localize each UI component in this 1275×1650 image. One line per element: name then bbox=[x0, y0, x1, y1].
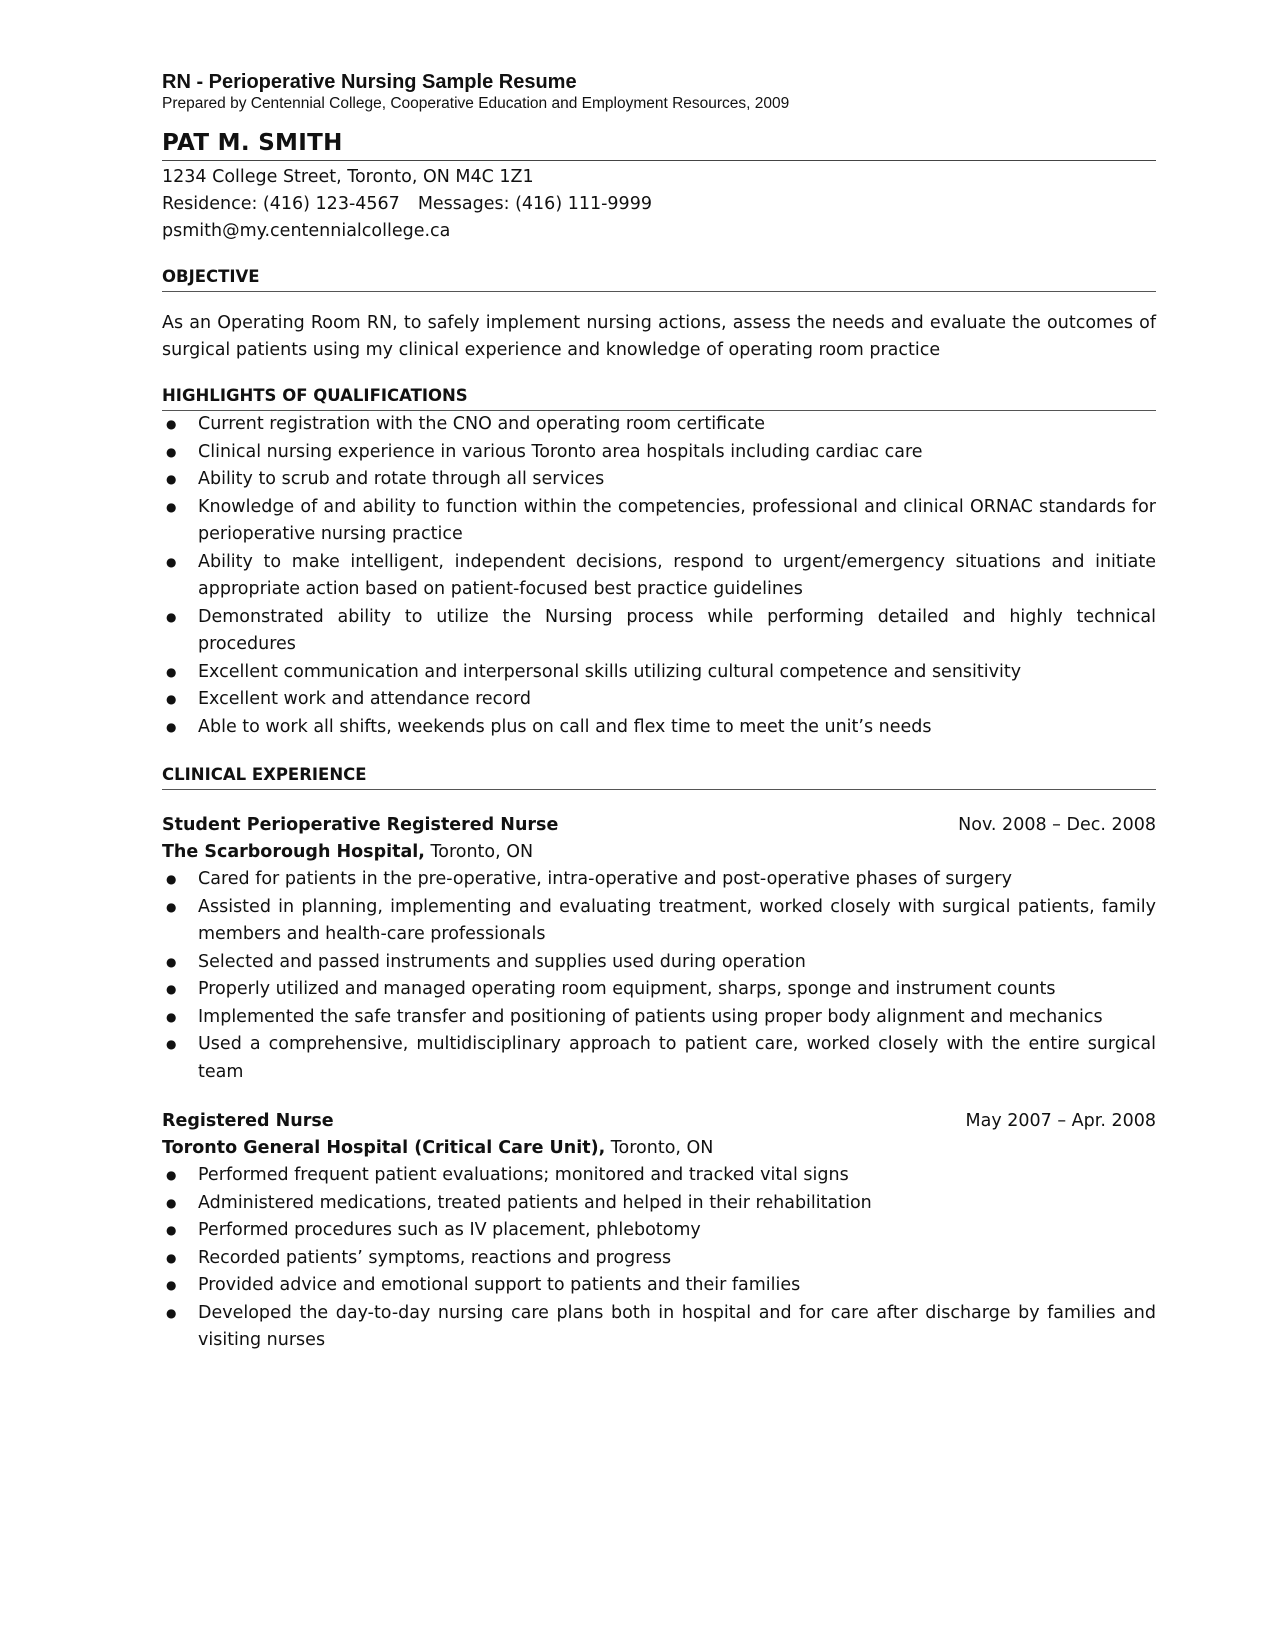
candidate-name: PAT M. SMITH bbox=[162, 128, 1156, 161]
document-subtitle: Prepared by Centennial College, Cooperative Education and Employment Resources, 2009 bbox=[162, 95, 790, 112]
messages-phone: Messages: (416) 111-9999 bbox=[417, 194, 652, 214]
bullet-icon: ● bbox=[166, 1037, 177, 1051]
email-address: psmith@my.centennialcollege.ca bbox=[162, 221, 451, 241]
bullet-icon: ● bbox=[166, 692, 177, 706]
job-title: Student Perioperative Registered Nurse bbox=[162, 815, 559, 835]
bullet-icon: ● bbox=[166, 1223, 177, 1237]
job-employer-line bbox=[162, 839, 1156, 866]
residence-phone: Residence: (416) 123-4567 bbox=[162, 194, 400, 214]
list-item: ● Used a comprehensive, multidisciplinary approach to patient care, worked closely with the entire surgical team bbox=[162, 1031, 1156, 1086]
phone-line bbox=[162, 191, 1156, 218]
list-item: ● Clinical nursing experience in various Toronto area hospitals including cardiac care bbox=[162, 439, 1156, 467]
list-item: ● Provided advice and emotional support to patients and their families bbox=[162, 1272, 1156, 1300]
job-header bbox=[162, 1108, 1156, 1135]
bullet-icon: ● bbox=[166, 609, 177, 624]
bullet-icon: ● bbox=[166, 664, 177, 679]
employer-name: Toronto General Hospital (Critical Care Unit), bbox=[162, 1138, 606, 1158]
bullet-icon: ● bbox=[166, 1278, 177, 1292]
section-heading-objective: OBJECTIVE bbox=[162, 265, 1156, 292]
list-item: ● Ability to scrub and rotate through all services bbox=[162, 466, 1156, 494]
bullet-icon: ● bbox=[166, 1009, 177, 1024]
list-item: ● Knowledge of and ability to function within the competencies, professional and clinical ORNAC standards for perioperative nursing practice bbox=[162, 494, 1156, 549]
employer-location: Toronto, ON bbox=[605, 1138, 714, 1158]
list-item: ● Excellent communication and interpersonal skills utilizing cultural competence and sensitivity bbox=[162, 659, 1156, 687]
list-item: ● Properly utilized and managed operating room equipment, sharps, sponge and instrument counts bbox=[162, 976, 1156, 1004]
list-item: ● Ability to make intelligent, independent decisions, respond to urgent/emergency situations and initiate appropriate action based on patient-focused best practice guidelines bbox=[162, 549, 1156, 604]
job-dates: May 2007 – Apr. 2008 bbox=[965, 1111, 1156, 1131]
list-item: ● Performed procedures such as IV placement, phlebotomy bbox=[162, 1217, 1156, 1245]
contact-block bbox=[162, 164, 1156, 245]
list-item: ● Current registration with the CNO and operating room certificate bbox=[162, 411, 1156, 439]
section-heading-qualifications: HIGHLIGHTS OF QUALIFICATIONS bbox=[162, 384, 1156, 411]
document-title: RN - Perioperative Nursing Sample Resume bbox=[162, 71, 577, 93]
objective-text: As an Operating Room RN, to safely implement nursing actions, assess the needs and evaluate the outcomes of surgical patients using my clinical experience and knowledge of operating room practice bbox=[162, 313, 1156, 360]
job-dates: Nov. 2008 – Dec. 2008 bbox=[958, 815, 1156, 835]
bullet-icon: ● bbox=[166, 1195, 177, 1210]
bullet-icon: ● bbox=[166, 1168, 177, 1182]
job-employer-line bbox=[162, 1135, 1156, 1162]
bullet-icon: ● bbox=[166, 899, 177, 914]
list-item: ● Recorded patients’ symptoms, reactions and progress bbox=[162, 1245, 1156, 1273]
qualifications-list bbox=[162, 411, 1156, 741]
job-entry bbox=[162, 812, 1156, 1086]
list-item: ● Developed the day-to-day nursing care plans both in hospital and for care after discharge by families and visiting nurses bbox=[162, 1300, 1156, 1355]
list-item: ● Excellent work and attendance record bbox=[162, 686, 1156, 714]
bullet-icon: ● bbox=[166, 719, 177, 734]
list-item: ● Administered medications, treated patients and helped in their rehabilitation bbox=[162, 1190, 1156, 1218]
bullet-icon: ● bbox=[166, 1305, 177, 1320]
job-header bbox=[162, 812, 1156, 839]
bullet-icon: ● bbox=[166, 472, 177, 486]
bullet-icon: ● bbox=[166, 444, 177, 459]
bullet-icon: ● bbox=[166, 417, 177, 431]
job-duties-list bbox=[162, 866, 1156, 1086]
employer-name: The Scarborough Hospital, bbox=[162, 842, 425, 862]
job-duties-list bbox=[162, 1162, 1156, 1355]
list-item: ● Demonstrated ability to utilize the Nursing process while performing detailed and highly technical procedures bbox=[162, 604, 1156, 659]
resume-content bbox=[162, 70, 1156, 1355]
bullet-icon: ● bbox=[166, 982, 177, 996]
list-item: ● Assisted in planning, implementing and evaluating treatment, worked closely with surgical patients, family members and health-care professionals bbox=[162, 894, 1156, 949]
bullet-icon: ● bbox=[166, 954, 177, 969]
list-item: ● Performed frequent patient evaluations; monitored and tracked vital signs bbox=[162, 1162, 1156, 1190]
job-title: Registered Nurse bbox=[162, 1111, 334, 1131]
job-entry bbox=[162, 1108, 1156, 1355]
employer-location: Toronto, ON bbox=[424, 842, 534, 862]
list-item: ● Able to work all shifts, weekends plus on call and flex time to meet the unit’s needs bbox=[162, 714, 1156, 742]
bullet-icon: ● bbox=[166, 1250, 177, 1265]
list-item: ● Selected and passed instruments and supplies used during operation bbox=[162, 949, 1156, 977]
list-item: ● Implemented the safe transfer and positioning of patients using proper body alignment and mechanics bbox=[162, 1004, 1156, 1032]
bullet-icon: ● bbox=[166, 872, 177, 886]
address-line: 1234 College Street, Toronto, ON M4C 1Z1 bbox=[162, 167, 534, 187]
bullet-icon: ● bbox=[166, 499, 177, 514]
bullet-icon: ● bbox=[166, 554, 177, 569]
section-heading-clinical-experience: CLINICAL EXPERIENCE bbox=[162, 763, 1156, 790]
list-item: ● Cared for patients in the pre-operative, intra-operative and post-operative phases of surgery bbox=[162, 866, 1156, 894]
